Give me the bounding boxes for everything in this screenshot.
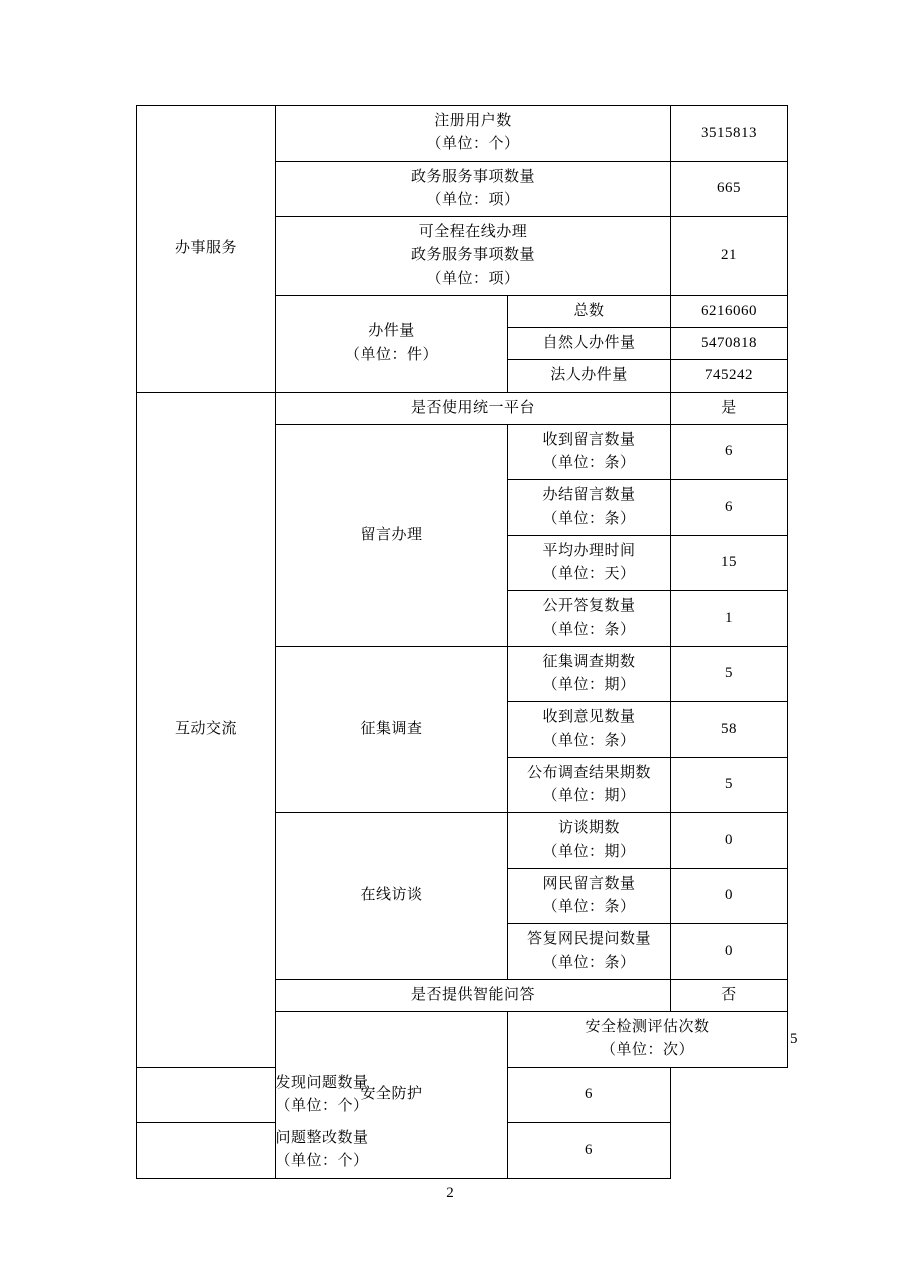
sub-label-opinions-received [508, 702, 671, 758]
sub-label-average-handling-time [508, 535, 671, 591]
value-survey-results-published: 5 [671, 757, 788, 813]
table-row [137, 106, 788, 162]
row-label-issues-rectified [137, 1123, 508, 1179]
label-line-unit: （单位：期） [542, 843, 636, 860]
section-label-security: 安全防护 [276, 1012, 508, 1179]
section-label-service: 办事服务 [137, 106, 276, 393]
label-line: 征集调查 [360, 720, 423, 737]
label-line-unit: （单位：个） [275, 1153, 369, 1170]
label-line-unit: （单位：天） [542, 566, 636, 582]
sub-label-netizen-messages [508, 868, 671, 924]
label-line-unit: （单位：次） [601, 1042, 695, 1059]
label-line-unit: （单位：条） [542, 732, 636, 749]
label-line: 政务服务事项数量 [411, 247, 536, 264]
value-case-total: 6216060 [671, 295, 788, 327]
label-line: 征集调查期数 [542, 653, 636, 670]
value-case-natural-person: 5470818 [671, 328, 788, 360]
sub-label-case-total: 总数 [508, 295, 671, 327]
value-registered-users: 3515813 [671, 106, 788, 162]
value-issues-found: 6 [508, 1067, 671, 1123]
label-line: 收到留言数量 [542, 431, 636, 448]
row-label-online-interview [276, 813, 508, 980]
sub-label-case-legal-person: 法人办件量 [508, 360, 671, 392]
label-line-unit: （单位：条） [542, 899, 636, 915]
label-line: 公布调查结果期数 [527, 764, 652, 781]
label-line: 是否提供智能问答 [411, 986, 536, 1003]
label-line-unit: （单位：个） [275, 1097, 369, 1114]
sub-label-messages-received [508, 424, 671, 480]
value-opinions-received: 58 [671, 702, 788, 758]
label-line-unit: （单位：条） [542, 954, 636, 971]
label-line: 公开答复数量 [542, 598, 636, 615]
label-line: 注册用户数 [434, 113, 512, 129]
label-line: 安全检测评估次数 [585, 1019, 710, 1035]
value-public-replies: 1 [671, 591, 788, 647]
row-label-smart-qa [276, 979, 671, 1011]
value-messages-completed: 6 [671, 480, 788, 536]
value-average-handling-time: 15 [671, 535, 788, 591]
sub-label-case-natural-person: 自然人办件量 [508, 328, 671, 360]
value-messages-received: 6 [671, 424, 788, 480]
label-line: 政务服务事项数量 [411, 168, 536, 185]
value-netizen-messages: 0 [671, 868, 788, 924]
row-label-message-handling [276, 424, 508, 646]
label-line-unit: （单位：期） [542, 788, 636, 804]
sub-label-netizen-questions-answered [508, 924, 671, 980]
table-row [137, 392, 788, 424]
value-unified-platform: 是 [671, 392, 788, 424]
label-line: 办件量 [368, 323, 415, 340]
page-number: 2 [446, 1185, 454, 1201]
value-case-legal-person: 745242 [671, 360, 788, 392]
table-row [137, 1123, 788, 1179]
label-line: 答复网民提问数量 [527, 931, 652, 948]
value-netizen-questions-answered: 0 [671, 924, 788, 980]
label-line: 问题整改数量 [275, 1130, 369, 1146]
value-service-items: 665 [671, 161, 788, 217]
row-label-full-online-items [276, 217, 671, 296]
government-website-statistics-table [136, 105, 799, 1179]
label-line-unit: （单位：条） [542, 510, 636, 527]
label-line: 是否使用统一平台 [411, 399, 536, 416]
label-line-unit: （单位：件） [344, 346, 438, 363]
label-line: 收到意见数量 [542, 709, 636, 726]
sub-label-messages-completed [508, 480, 671, 536]
label-line-unit: （单位：个） [426, 136, 520, 153]
sub-label-survey-results-published [508, 757, 671, 813]
label-line: 在线访谈 [360, 887, 423, 904]
value-issues-rectified: 6 [508, 1123, 671, 1179]
label-line: 访谈期数 [558, 820, 621, 837]
value-full-online-items: 21 [671, 217, 788, 296]
value-survey-count: 5 [671, 646, 788, 702]
sub-label-public-replies [508, 591, 671, 647]
table-row: 安全防护 安全检测评估次数 （单位：次） 5 [137, 1012, 788, 1068]
sub-label-interview-count [508, 813, 671, 869]
label-line: 平均办理时间 [542, 542, 636, 559]
row-label-case-volume [276, 295, 508, 392]
label-line: 发现问题数量 [275, 1074, 369, 1091]
label-line-unit: （单位：项） [426, 270, 520, 287]
label-line: 网民留言数量 [542, 875, 636, 892]
row-label-security-assessments [508, 1012, 788, 1068]
label-line-unit: （单位：条） [542, 621, 636, 638]
row-label-survey [276, 646, 508, 813]
label-line: 留言办理 [360, 526, 423, 543]
table-row [137, 1067, 788, 1123]
label-line: 办结留言数量 [542, 487, 636, 504]
row-label-service-items [276, 161, 671, 217]
label-line-unit: （单位：项） [426, 191, 520, 208]
row-label-issues-found [137, 1067, 508, 1123]
sub-label-survey-count [508, 646, 671, 702]
section-label-interaction: 互动交流 [137, 392, 276, 1067]
statistics-table [136, 105, 799, 1179]
value-interview-count: 0 [671, 813, 788, 869]
label-line-unit: （单位：期） [542, 677, 636, 693]
label-line: 可全程在线办理 [418, 224, 528, 240]
label-line-unit: （单位：条） [542, 455, 636, 471]
row-label-registered-users [276, 106, 671, 162]
value-smart-qa: 否 [671, 979, 788, 1011]
row-label-unified-platform [276, 392, 671, 424]
